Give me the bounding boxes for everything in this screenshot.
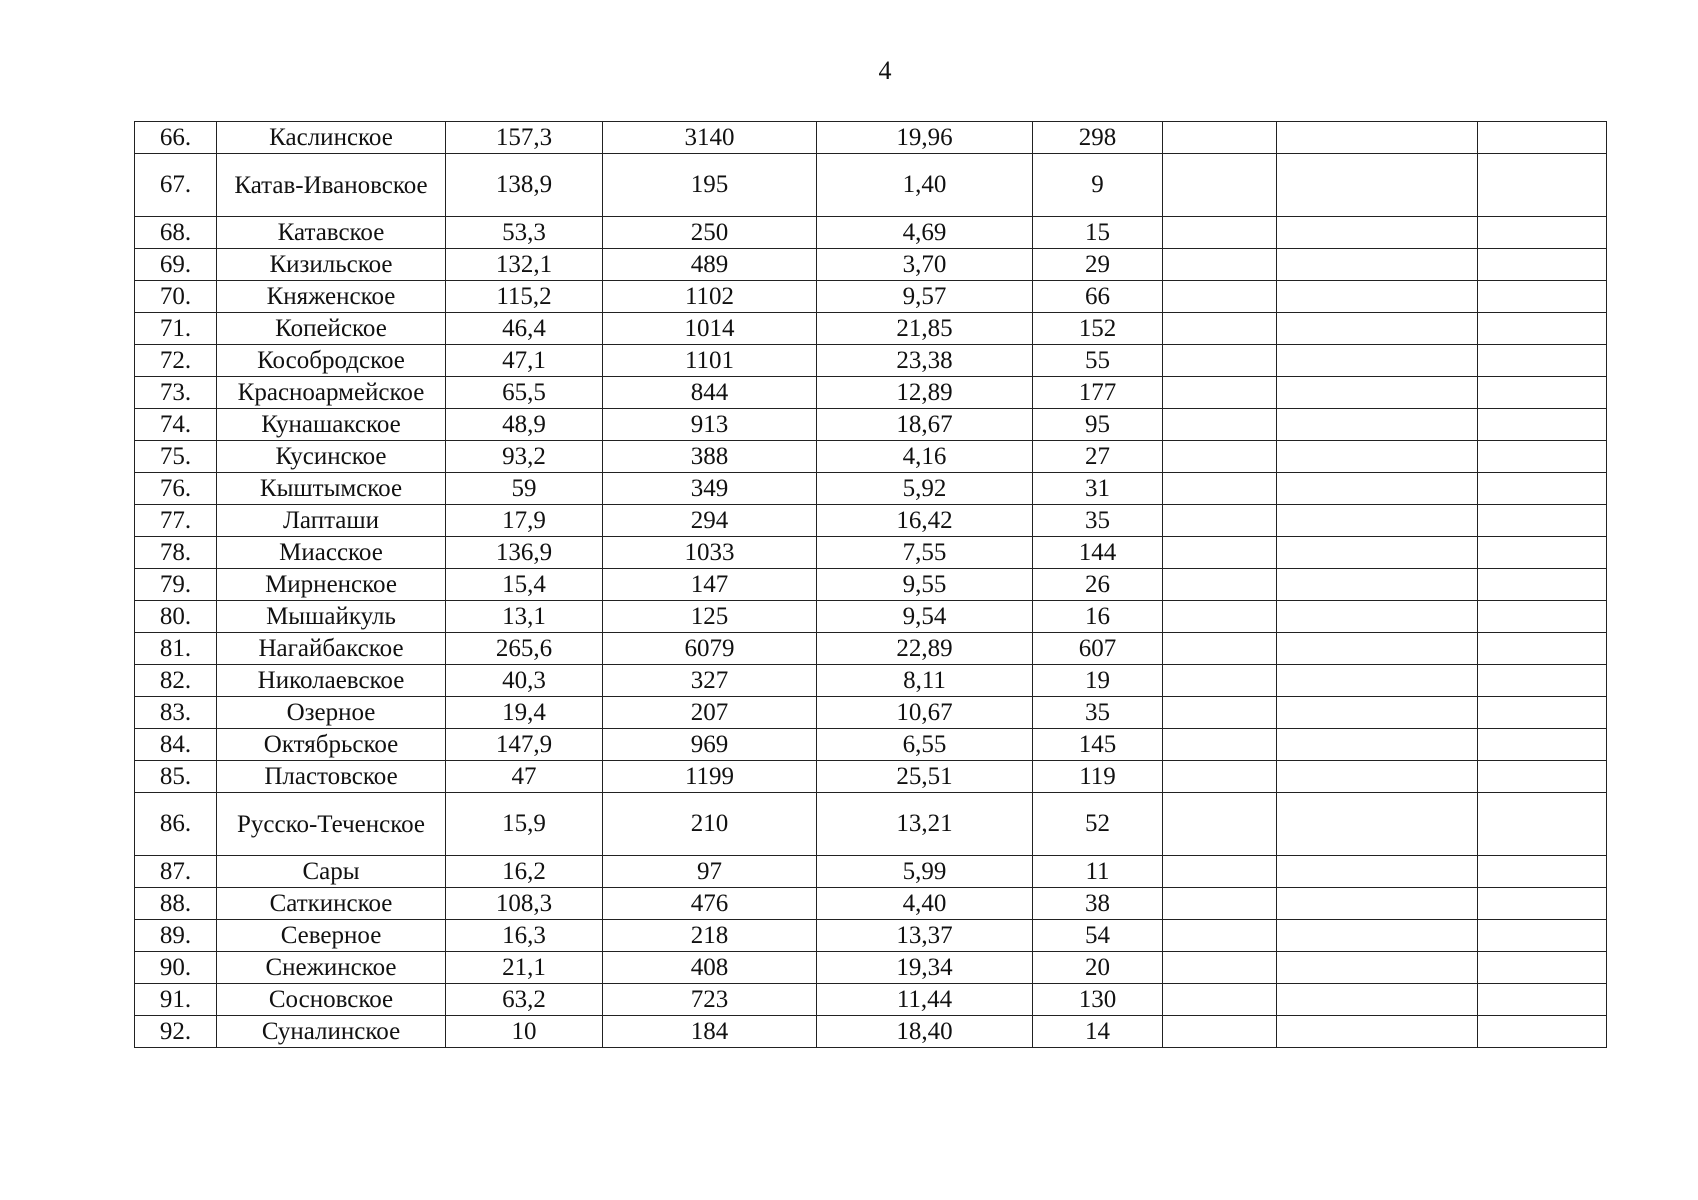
row-number-cell: 74.: [135, 409, 217, 441]
table-row: [135, 761, 1607, 793]
area-cell: 15,4: [446, 569, 603, 601]
table-row: [135, 729, 1607, 761]
density-cell: 5,99: [817, 856, 1033, 888]
population-cell: 327: [603, 665, 817, 697]
empty-cell: [1478, 633, 1607, 665]
population-cell: 1033: [603, 537, 817, 569]
empty-cell: [1478, 377, 1607, 409]
count-cell: 14: [1033, 1016, 1163, 1048]
area-cell: 47,1: [446, 345, 603, 377]
count-cell: 38: [1033, 888, 1163, 920]
empty-cell: [1163, 217, 1277, 249]
row-number-cell: 78.: [135, 537, 217, 569]
density-cell: 9,54: [817, 601, 1033, 633]
area-cell: 132,1: [446, 249, 603, 281]
empty-cell: [1163, 249, 1277, 281]
name-cell: Саткинское: [217, 888, 446, 920]
page-number: 4: [878, 56, 892, 85]
table-row: [135, 697, 1607, 729]
empty-cell: [1277, 952, 1478, 984]
row-number-cell: 68.: [135, 217, 217, 249]
population-cell: 913: [603, 409, 817, 441]
table-row: [135, 633, 1607, 665]
area-cell: 10: [446, 1016, 603, 1048]
name-cell: Кособродское: [217, 345, 446, 377]
empty-cell: [1277, 888, 1478, 920]
density-cell: 12,89: [817, 377, 1033, 409]
population-cell: 1199: [603, 761, 817, 793]
name-cell: Снежинское: [217, 952, 446, 984]
table-row: [135, 984, 1607, 1016]
name-cell: Миасское: [217, 537, 446, 569]
count-cell: 607: [1033, 633, 1163, 665]
table-row: [135, 281, 1607, 313]
count-cell: 27: [1033, 441, 1163, 473]
row-number-cell: 79.: [135, 569, 217, 601]
name-cell: Кыштымское: [217, 473, 446, 505]
row-number-cell: 81.: [135, 633, 217, 665]
empty-cell: [1277, 505, 1478, 537]
empty-cell: [1478, 249, 1607, 281]
count-cell: 29: [1033, 249, 1163, 281]
name-cell: Кусинское: [217, 441, 446, 473]
density-cell: 4,16: [817, 441, 1033, 473]
empty-cell: [1478, 313, 1607, 345]
empty-cell: [1163, 569, 1277, 601]
table-row: [135, 122, 1607, 154]
table-row: [135, 217, 1607, 249]
count-cell: 298: [1033, 122, 1163, 154]
name-cell: Красноармейское: [217, 377, 446, 409]
name-cell: Княженское: [217, 281, 446, 313]
name-cell: Кунашакское: [217, 409, 446, 441]
name-cell: Нагайбакское: [217, 633, 446, 665]
area-cell: 47: [446, 761, 603, 793]
count-cell: 144: [1033, 537, 1163, 569]
area-cell: 59: [446, 473, 603, 505]
empty-cell: [1277, 249, 1478, 281]
table-row: [135, 952, 1607, 984]
empty-cell: [1163, 409, 1277, 441]
table-row: [135, 1016, 1607, 1048]
count-cell: 26: [1033, 569, 1163, 601]
table-row: [135, 888, 1607, 920]
empty-cell: [1163, 633, 1277, 665]
name-cell: Пластовское: [217, 761, 446, 793]
density-cell: 9,55: [817, 569, 1033, 601]
row-number-cell: 90.: [135, 952, 217, 984]
population-cell: 184: [603, 1016, 817, 1048]
density-cell: 19,96: [817, 122, 1033, 154]
empty-cell: [1478, 505, 1607, 537]
population-cell: 349: [603, 473, 817, 505]
count-cell: 95: [1033, 409, 1163, 441]
count-cell: 66: [1033, 281, 1163, 313]
row-number-cell: 83.: [135, 697, 217, 729]
density-cell: 13,37: [817, 920, 1033, 952]
row-number-cell: 92.: [135, 1016, 217, 1048]
empty-cell: [1277, 697, 1478, 729]
name-cell: Сосновское: [217, 984, 446, 1016]
empty-cell: [1478, 473, 1607, 505]
empty-cell: [1478, 729, 1607, 761]
empty-cell: [1277, 920, 1478, 952]
row-number-cell: 86.: [135, 793, 217, 856]
density-cell: 5,92: [817, 473, 1033, 505]
table-row: [135, 249, 1607, 281]
density-cell: 3,70: [817, 249, 1033, 281]
density-cell: 9,57: [817, 281, 1033, 313]
density-cell: 11,44: [817, 984, 1033, 1016]
empty-cell: [1478, 154, 1607, 217]
area-cell: 265,6: [446, 633, 603, 665]
count-cell: 54: [1033, 920, 1163, 952]
name-cell: Мирненское: [217, 569, 446, 601]
empty-cell: [1478, 888, 1607, 920]
row-number-cell: 75.: [135, 441, 217, 473]
area-cell: 46,4: [446, 313, 603, 345]
area-cell: 16,2: [446, 856, 603, 888]
area-cell: 16,3: [446, 920, 603, 952]
population-cell: 408: [603, 952, 817, 984]
population-cell: 125: [603, 601, 817, 633]
name-cell: Каслинское: [217, 122, 446, 154]
population-cell: 844: [603, 377, 817, 409]
row-number-cell: 89.: [135, 920, 217, 952]
area-cell: 157,3: [446, 122, 603, 154]
area-cell: 17,9: [446, 505, 603, 537]
count-cell: 11: [1033, 856, 1163, 888]
count-cell: 119: [1033, 761, 1163, 793]
empty-cell: [1478, 281, 1607, 313]
empty-cell: [1163, 122, 1277, 154]
empty-cell: [1277, 409, 1478, 441]
area-cell: 53,3: [446, 217, 603, 249]
row-number-cell: 73.: [135, 377, 217, 409]
area-cell: 93,2: [446, 441, 603, 473]
area-cell: 13,1: [446, 601, 603, 633]
empty-cell: [1277, 665, 1478, 697]
population-cell: 207: [603, 697, 817, 729]
table-row: [135, 665, 1607, 697]
empty-cell: [1277, 377, 1478, 409]
density-cell: 10,67: [817, 697, 1033, 729]
density-cell: 8,11: [817, 665, 1033, 697]
row-number-cell: 87.: [135, 856, 217, 888]
empty-cell: [1478, 856, 1607, 888]
lakes-table: [134, 121, 1607, 1048]
population-cell: 250: [603, 217, 817, 249]
empty-cell: [1163, 281, 1277, 313]
empty-cell: [1478, 441, 1607, 473]
table-row: [135, 505, 1607, 537]
area-cell: 108,3: [446, 888, 603, 920]
density-cell: 7,55: [817, 537, 1033, 569]
area-cell: 136,9: [446, 537, 603, 569]
empty-cell: [1277, 345, 1478, 377]
empty-cell: [1277, 984, 1478, 1016]
empty-cell: [1277, 441, 1478, 473]
table-row: [135, 601, 1607, 633]
name-cell: Русско-Теченское: [217, 793, 446, 856]
density-cell: 4,69: [817, 217, 1033, 249]
empty-cell: [1277, 793, 1478, 856]
empty-cell: [1277, 856, 1478, 888]
empty-cell: [1277, 473, 1478, 505]
density-cell: 25,51: [817, 761, 1033, 793]
empty-cell: [1163, 665, 1277, 697]
empty-cell: [1277, 122, 1478, 154]
count-cell: 145: [1033, 729, 1163, 761]
row-number-cell: 66.: [135, 122, 217, 154]
population-cell: 3140: [603, 122, 817, 154]
count-cell: 15: [1033, 217, 1163, 249]
population-cell: 97: [603, 856, 817, 888]
empty-cell: [1478, 952, 1607, 984]
empty-cell: [1478, 1016, 1607, 1048]
table-row: [135, 345, 1607, 377]
name-cell: Катав-Ивановское: [217, 154, 446, 217]
count-cell: 16: [1033, 601, 1163, 633]
empty-cell: [1163, 761, 1277, 793]
table-row: [135, 409, 1607, 441]
empty-cell: [1163, 1016, 1277, 1048]
empty-cell: [1478, 761, 1607, 793]
empty-cell: [1277, 217, 1478, 249]
name-cell: Лапташи: [217, 505, 446, 537]
name-cell: Сары: [217, 856, 446, 888]
population-cell: 489: [603, 249, 817, 281]
row-number-cell: 67.: [135, 154, 217, 217]
empty-cell: [1478, 697, 1607, 729]
table-row: [135, 537, 1607, 569]
row-number-cell: 76.: [135, 473, 217, 505]
area-cell: 15,9: [446, 793, 603, 856]
empty-cell: [1163, 441, 1277, 473]
empty-cell: [1163, 729, 1277, 761]
table-row: [135, 473, 1607, 505]
population-cell: 1101: [603, 345, 817, 377]
count-cell: 31: [1033, 473, 1163, 505]
count-cell: 9: [1033, 154, 1163, 217]
count-cell: 177: [1033, 377, 1163, 409]
table-row: [135, 154, 1607, 217]
empty-cell: [1163, 920, 1277, 952]
empty-cell: [1163, 697, 1277, 729]
empty-cell: [1163, 856, 1277, 888]
empty-cell: [1478, 217, 1607, 249]
empty-cell: [1277, 729, 1478, 761]
row-number-cell: 85.: [135, 761, 217, 793]
empty-cell: [1277, 761, 1478, 793]
empty-cell: [1163, 377, 1277, 409]
empty-cell: [1277, 313, 1478, 345]
density-cell: 23,38: [817, 345, 1033, 377]
row-number-cell: 91.: [135, 984, 217, 1016]
density-cell: 6,55: [817, 729, 1033, 761]
table-row: [135, 441, 1607, 473]
count-cell: 130: [1033, 984, 1163, 1016]
name-cell: Северное: [217, 920, 446, 952]
empty-cell: [1478, 409, 1607, 441]
area-cell: 48,9: [446, 409, 603, 441]
population-cell: 6079: [603, 633, 817, 665]
count-cell: 152: [1033, 313, 1163, 345]
empty-cell: [1163, 888, 1277, 920]
area-cell: 63,2: [446, 984, 603, 1016]
count-cell: 52: [1033, 793, 1163, 856]
name-cell: Суналинское: [217, 1016, 446, 1048]
count-cell: 55: [1033, 345, 1163, 377]
empty-cell: [1277, 633, 1478, 665]
name-cell: Озерное: [217, 697, 446, 729]
table-row: [135, 569, 1607, 601]
empty-cell: [1478, 569, 1607, 601]
table-body: [135, 122, 1607, 1048]
area-cell: 147,9: [446, 729, 603, 761]
empty-cell: [1163, 154, 1277, 217]
population-cell: 969: [603, 729, 817, 761]
density-cell: 22,89: [817, 633, 1033, 665]
count-cell: 35: [1033, 697, 1163, 729]
density-cell: 16,42: [817, 505, 1033, 537]
table-row: [135, 856, 1607, 888]
table-row: [135, 313, 1607, 345]
name-cell: Октябрьское: [217, 729, 446, 761]
row-number-cell: 84.: [135, 729, 217, 761]
population-cell: 218: [603, 920, 817, 952]
empty-cell: [1277, 154, 1478, 217]
count-cell: 20: [1033, 952, 1163, 984]
empty-cell: [1163, 505, 1277, 537]
population-cell: 1102: [603, 281, 817, 313]
table-row: [135, 377, 1607, 409]
population-cell: 388: [603, 441, 817, 473]
area-cell: 138,9: [446, 154, 603, 217]
empty-cell: [1163, 793, 1277, 856]
population-cell: 147: [603, 569, 817, 601]
name-cell: Копейское: [217, 313, 446, 345]
empty-cell: [1277, 537, 1478, 569]
count-cell: 35: [1033, 505, 1163, 537]
density-cell: 18,67: [817, 409, 1033, 441]
table-row: [135, 793, 1607, 856]
name-cell: Николаевское: [217, 665, 446, 697]
row-number-cell: 70.: [135, 281, 217, 313]
empty-cell: [1163, 601, 1277, 633]
name-cell: Катавское: [217, 217, 446, 249]
row-number-cell: 69.: [135, 249, 217, 281]
row-number-cell: 88.: [135, 888, 217, 920]
empty-cell: [1277, 1016, 1478, 1048]
population-cell: 294: [603, 505, 817, 537]
density-cell: 4,40: [817, 888, 1033, 920]
empty-cell: [1163, 952, 1277, 984]
density-cell: 19,34: [817, 952, 1033, 984]
row-number-cell: 77.: [135, 505, 217, 537]
area-cell: 115,2: [446, 281, 603, 313]
empty-cell: [1478, 345, 1607, 377]
empty-cell: [1277, 281, 1478, 313]
population-cell: 195: [603, 154, 817, 217]
row-number-cell: 80.: [135, 601, 217, 633]
population-cell: 476: [603, 888, 817, 920]
empty-cell: [1277, 569, 1478, 601]
density-cell: 21,85: [817, 313, 1033, 345]
empty-cell: [1163, 473, 1277, 505]
empty-cell: [1478, 984, 1607, 1016]
count-cell: 19: [1033, 665, 1163, 697]
table-row: [135, 920, 1607, 952]
row-number-cell: 72.: [135, 345, 217, 377]
density-cell: 1,40: [817, 154, 1033, 217]
empty-cell: [1163, 345, 1277, 377]
row-number-cell: 82.: [135, 665, 217, 697]
name-cell: Мышайкуль: [217, 601, 446, 633]
empty-cell: [1478, 665, 1607, 697]
area-cell: 19,4: [446, 697, 603, 729]
density-cell: 18,40: [817, 1016, 1033, 1048]
empty-cell: [1163, 313, 1277, 345]
population-cell: 723: [603, 984, 817, 1016]
row-number-cell: 71.: [135, 313, 217, 345]
empty-cell: [1277, 601, 1478, 633]
empty-cell: [1478, 601, 1607, 633]
name-cell: Кизильское: [217, 249, 446, 281]
empty-cell: [1478, 920, 1607, 952]
empty-cell: [1478, 122, 1607, 154]
empty-cell: [1478, 793, 1607, 856]
population-cell: 1014: [603, 313, 817, 345]
density-cell: 13,21: [817, 793, 1033, 856]
population-cell: 210: [603, 793, 817, 856]
area-cell: 21,1: [446, 952, 603, 984]
empty-cell: [1478, 537, 1607, 569]
empty-cell: [1163, 984, 1277, 1016]
area-cell: 40,3: [446, 665, 603, 697]
empty-cell: [1163, 537, 1277, 569]
area-cell: 65,5: [446, 377, 603, 409]
